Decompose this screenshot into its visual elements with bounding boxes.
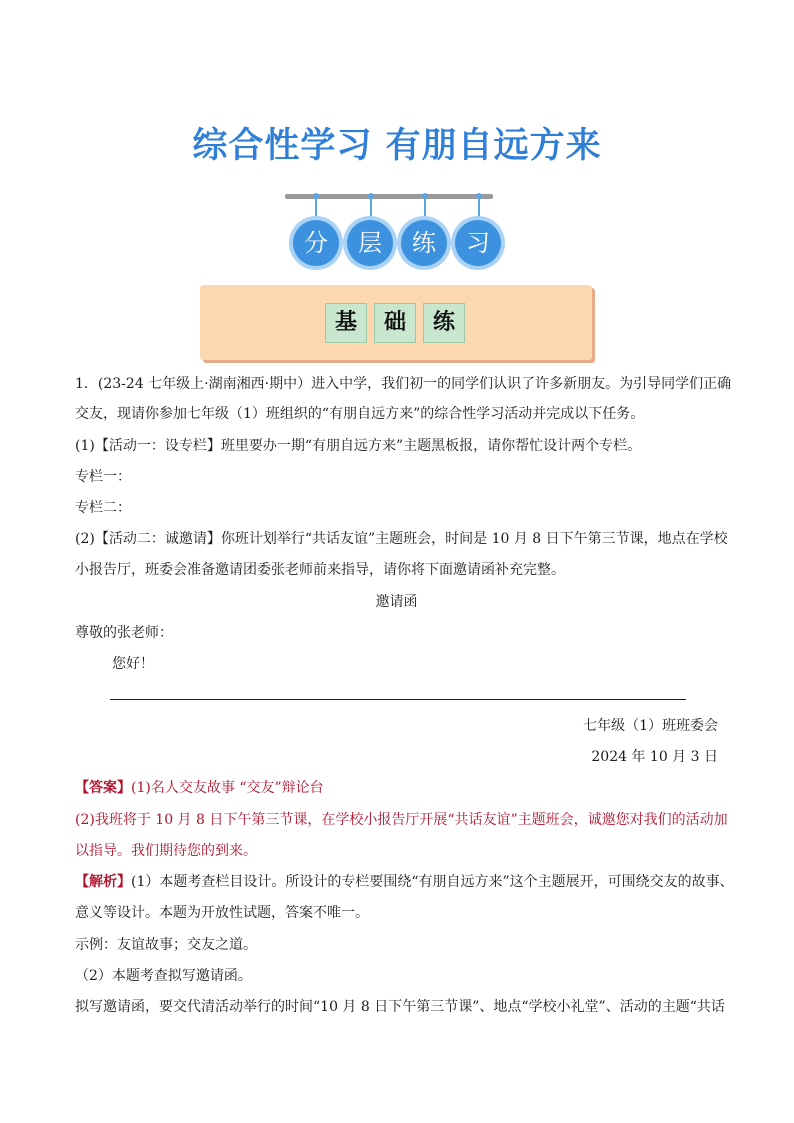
answer-label: 【答案】 [75,780,131,796]
letter-greeting: 您好！ [112,656,154,672]
letter-title: 邀请函 [375,594,418,610]
page-title: 综合性学习 有朋自远方来 [192,126,602,166]
question-part2: 小报告厅，班委会准备邀请团委张老师前来指导，请你将下面邀请函补充完整。 [75,562,565,578]
letter-date: 2024 年 10 月 3 日 [591,749,718,765]
analysis-text: 意义等设计。本题为开放性试题，答案不唯一。 [75,905,369,921]
letter-blank-line [110,699,686,700]
letter-signature: 七年级（1）班班委会 [583,718,718,734]
question-stem: 交友，现请你参加七年级（1）班组织的“有朋自远方来”的综合性学习活动并完成以下任务。 [75,406,645,422]
level-banner [200,285,592,360]
analysis-text: 拟写邀请函，要交代清活动举行的时间“10 月 8 日下午第三节课”、地点“学校小礼堂”、活动的主题“共话 [75,999,725,1015]
letter-salutation: 尊敬的张老师： [75,625,173,641]
answer-text: (1)名人交友故事 “交友”辩论台 [131,780,324,796]
analysis-text: （2）本题考查拟写邀请函。 [75,968,252,984]
question-part2: (2)【活动二：诚邀请】你班计划举行“共话友谊”主题班会，时间是 10 月 8 日下午第三节课，地点在学校 [75,531,728,547]
section-char: 练 [401,220,447,266]
answer-text: (2)我班将于 10 月 8 日下午第三节课，在学校小报告厅开展“共话友谊”主题班会，诚邀您对我们的活动加 [75,812,728,828]
column-two-label: 专栏二： [75,500,131,516]
rail-peg [370,199,372,219]
level-char: 础 [374,303,416,343]
section-char: 习 [455,220,501,266]
level-char: 基 [325,303,367,343]
section-char: 分 [293,220,339,266]
level-char: 练 [423,303,465,343]
rail-peg [424,199,426,219]
rail-peg [478,199,480,219]
analysis-example: 示例：友谊故事；交友之道。 [75,937,257,953]
analysis-label: 【解析】 [75,874,131,890]
question-stem: 1．(23-24 七年级上·湖南湘西·期中）进入中学，我们初一的同学们认识了许多新朋友。为引导同学们正确 [75,376,732,392]
analysis-text: (1）本题考查栏目设计。所设计的专栏要围绕“有朋自远方来”这个主题展开，可围绕交友的故事、 [131,874,734,890]
section-char: 层 [347,220,393,266]
question-part1: (1)【活动一：设专栏】班里要办一期“有朋自远方来”主题黑板报，请你帮忙设计两个专栏。 [75,438,642,454]
rail-peg [315,199,317,219]
column-one-label: 专栏一： [75,469,131,485]
answer-text: 以指导。我们期待您的到来。 [75,843,257,859]
